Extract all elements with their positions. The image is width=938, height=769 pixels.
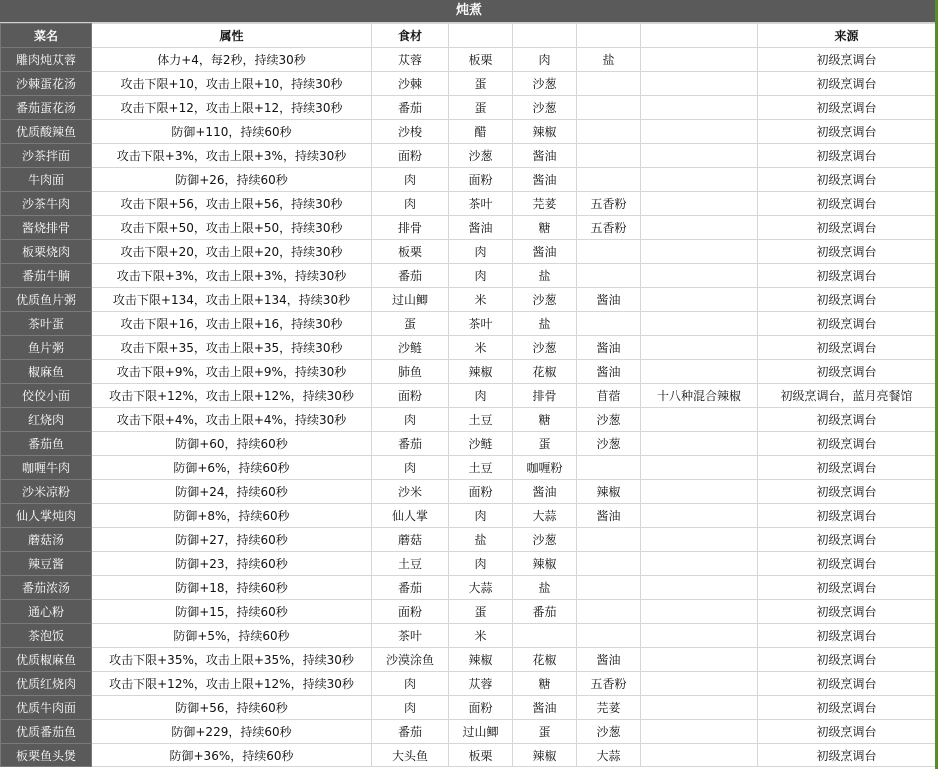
dish-name-cell: 仙人掌炖肉: [1, 504, 92, 528]
ingredient-5-cell: [641, 480, 758, 504]
ingredient-4-cell: 芫荽: [577, 696, 641, 720]
ingredient-1-cell: 大头鱼: [372, 744, 449, 767]
ingredient-5-cell: [641, 528, 758, 552]
dish-name-cell: 辣豆酱: [1, 552, 92, 576]
sheet-title: 炖煮: [0, 0, 938, 23]
ingredient-2-cell: 盐: [449, 528, 513, 552]
source-cell: 初级烹调台: [758, 168, 936, 192]
ingredient-5-cell: [641, 360, 758, 384]
attribute-cell: 防御+18，持续60秒: [92, 576, 372, 600]
dish-name-cell: 雕肉炖苁蓉: [1, 48, 92, 72]
ingredient-4-cell: [577, 312, 641, 336]
ingredient-1-cell: 肉: [372, 192, 449, 216]
source-cell: 初级烹调台: [758, 240, 936, 264]
ingredient-1-cell: 番茄: [372, 576, 449, 600]
ingredient-1-cell: 肉: [372, 168, 449, 192]
ingredient-3-cell: [513, 624, 577, 648]
table-row: [1, 384, 936, 408]
source-cell: 初级烹调台: [758, 600, 936, 624]
ingredient-3-cell: 沙葱: [513, 96, 577, 120]
ingredient-4-cell: [577, 120, 641, 144]
ingredient-1-cell: 肉: [372, 696, 449, 720]
table-row: [1, 312, 936, 336]
attribute-cell: 攻击下限+35，攻击上限+35，持续30秒: [92, 336, 372, 360]
attribute-cell: 防御+110，持续60秒: [92, 120, 372, 144]
ingredient-4-cell: 酱油: [577, 360, 641, 384]
ingredient-3-cell: 蛋: [513, 432, 577, 456]
attribute-cell: 攻击下限+10，攻击上限+10，持续30秒: [92, 72, 372, 96]
ingredient-5-cell: [641, 624, 758, 648]
table-row: [1, 720, 936, 744]
table-row: [1, 696, 936, 720]
ingredient-2-cell: 沙鲢: [449, 432, 513, 456]
attribute-cell: 防御+24，持续60秒: [92, 480, 372, 504]
attribute-cell: 攻击下限+56，攻击上限+56，持续30秒: [92, 192, 372, 216]
attribute-cell: 攻击下限+12%，攻击上限+12%，持续30秒: [92, 384, 372, 408]
source-cell: 初级烹调台: [758, 624, 936, 648]
table-row: [1, 168, 936, 192]
table-row: [1, 456, 936, 480]
ingredient-1-cell: 肉: [372, 672, 449, 696]
ingredient-3-cell: 沙葱: [513, 288, 577, 312]
dish-name-cell: 优质酸辣鱼: [1, 120, 92, 144]
table-row: [1, 624, 936, 648]
ingredient-2-cell: 肉: [449, 240, 513, 264]
ingredient-5-cell: [641, 72, 758, 96]
ingredient-2-cell: 米: [449, 624, 513, 648]
source-cell: 初级烹调台: [758, 648, 936, 672]
header-empty: [577, 24, 641, 48]
attribute-cell: 防御+23，持续60秒: [92, 552, 372, 576]
dish-name-cell: 通心粉: [1, 600, 92, 624]
table-row: [1, 96, 936, 120]
table-row: [1, 216, 936, 240]
ingredient-2-cell: 米: [449, 288, 513, 312]
source-cell: 初级烹调台: [758, 480, 936, 504]
ingredient-4-cell: [577, 240, 641, 264]
dish-name-cell: 板栗鱼头煲: [1, 744, 92, 767]
attribute-cell: 防御+26，持续60秒: [92, 168, 372, 192]
table-row: [1, 264, 936, 288]
source-cell: 初级烹调台: [758, 216, 936, 240]
recipe-table: [0, 23, 936, 767]
ingredient-3-cell: 酱油: [513, 144, 577, 168]
attribute-cell: 防御+27，持续60秒: [92, 528, 372, 552]
table-row: [1, 528, 936, 552]
ingredient-4-cell: 大蒜: [577, 744, 641, 767]
ingredient-3-cell: 大蒜: [513, 504, 577, 528]
header-dish-name: 菜名: [1, 24, 92, 48]
dish-name-cell: 咖喱牛肉: [1, 456, 92, 480]
ingredient-3-cell: 糖: [513, 408, 577, 432]
ingredient-3-cell: 酱油: [513, 696, 577, 720]
ingredient-2-cell: 蛋: [449, 600, 513, 624]
source-cell: 初级烹调台: [758, 696, 936, 720]
dish-name-cell: 红烧肉: [1, 408, 92, 432]
ingredient-3-cell: 肉: [513, 48, 577, 72]
ingredient-3-cell: 糖: [513, 216, 577, 240]
ingredient-3-cell: 蛋: [513, 720, 577, 744]
ingredient-4-cell: 酱油: [577, 288, 641, 312]
table-row: [1, 192, 936, 216]
ingredient-5-cell: [641, 600, 758, 624]
ingredient-1-cell: 茶叶: [372, 624, 449, 648]
ingredient-2-cell: 过山鲫: [449, 720, 513, 744]
ingredient-1-cell: 番茄: [372, 264, 449, 288]
dish-name-cell: 番茄蛋花汤: [1, 96, 92, 120]
ingredient-5-cell: [641, 552, 758, 576]
source-cell: 初级烹调台: [758, 576, 936, 600]
table-row: [1, 408, 936, 432]
table-row: [1, 576, 936, 600]
ingredient-1-cell: 苁蓉: [372, 48, 449, 72]
attribute-cell: 攻击下限+12，攻击上限+12，持续30秒: [92, 96, 372, 120]
ingredient-4-cell: [577, 72, 641, 96]
ingredient-2-cell: 面粉: [449, 168, 513, 192]
table-row: [1, 744, 936, 767]
dish-name-cell: 优质椒麻鱼: [1, 648, 92, 672]
dish-name-cell: 优质牛肉面: [1, 696, 92, 720]
table-body: [1, 48, 936, 767]
ingredient-2-cell: 板栗: [449, 744, 513, 767]
ingredient-2-cell: 肉: [449, 264, 513, 288]
ingredient-5-cell: [641, 720, 758, 744]
ingredient-2-cell: 板栗: [449, 48, 513, 72]
ingredient-5-cell: [641, 264, 758, 288]
ingredient-2-cell: 蛋: [449, 96, 513, 120]
ingredient-5-cell: [641, 456, 758, 480]
ingredient-2-cell: 苁蓉: [449, 672, 513, 696]
dish-name-cell: 板栗烧肉: [1, 240, 92, 264]
table-row: [1, 672, 936, 696]
source-cell: 初级烹调台: [758, 408, 936, 432]
table-row: [1, 72, 936, 96]
dish-name-cell: 酱烧排骨: [1, 216, 92, 240]
table-row: [1, 144, 936, 168]
ingredient-3-cell: 辣椒: [513, 744, 577, 767]
ingredient-4-cell: 酱油: [577, 336, 641, 360]
ingredient-5-cell: [641, 48, 758, 72]
ingredient-4-cell: 酱油: [577, 504, 641, 528]
source-cell: 初级烹调台: [758, 120, 936, 144]
ingredient-4-cell: 辣椒: [577, 480, 641, 504]
ingredient-1-cell: 面粉: [372, 144, 449, 168]
ingredient-4-cell: 盐: [577, 48, 641, 72]
ingredient-5-cell: [641, 432, 758, 456]
ingredient-2-cell: 面粉: [449, 696, 513, 720]
attribute-cell: 攻击下限+3%，攻击上限+3%，持续30秒: [92, 144, 372, 168]
attribute-cell: 攻击下限+4%，攻击上限+4%，持续30秒: [92, 408, 372, 432]
ingredient-1-cell: 面粉: [372, 600, 449, 624]
source-cell: 初级烹调台，蓝月亮餐馆: [758, 384, 936, 408]
ingredient-3-cell: 酱油: [513, 240, 577, 264]
dish-name-cell: 佼佼小面: [1, 384, 92, 408]
ingredient-2-cell: 茶叶: [449, 312, 513, 336]
attribute-cell: 体力+4，每2秒，持续30秒: [92, 48, 372, 72]
table-row: [1, 552, 936, 576]
ingredient-1-cell: 沙梭: [372, 120, 449, 144]
ingredient-3-cell: 番茄: [513, 600, 577, 624]
source-cell: 初级烹调台: [758, 48, 936, 72]
ingredient-3-cell: 芫荽: [513, 192, 577, 216]
attribute-cell: 攻击下限+3%，攻击上限+3%，持续30秒: [92, 264, 372, 288]
attribute-cell: 防御+6%，持续60秒: [92, 456, 372, 480]
ingredient-5-cell: 十八种混合辣椒: [641, 384, 758, 408]
ingredient-5-cell: [641, 336, 758, 360]
ingredient-2-cell: 茶叶: [449, 192, 513, 216]
table-row: [1, 336, 936, 360]
ingredient-2-cell: 土豆: [449, 408, 513, 432]
ingredient-3-cell: 花椒: [513, 360, 577, 384]
ingredient-4-cell: [577, 624, 641, 648]
ingredient-1-cell: 沙鲢: [372, 336, 449, 360]
source-cell: 初级烹调台: [758, 192, 936, 216]
attribute-cell: 攻击下限+9%，攻击上限+9%，持续30秒: [92, 360, 372, 384]
dish-name-cell: 蘑菇汤: [1, 528, 92, 552]
header-source: 来源: [758, 24, 936, 48]
ingredient-3-cell: 糖: [513, 672, 577, 696]
attribute-cell: 防御+229，持续60秒: [92, 720, 372, 744]
source-cell: 初级烹调台: [758, 720, 936, 744]
ingredient-4-cell: [577, 552, 641, 576]
ingredient-5-cell: [641, 672, 758, 696]
ingredient-4-cell: [577, 576, 641, 600]
ingredient-5-cell: [641, 168, 758, 192]
ingredient-1-cell: 肉: [372, 456, 449, 480]
ingredient-3-cell: 盐: [513, 312, 577, 336]
ingredient-5-cell: [641, 288, 758, 312]
attribute-cell: 防御+36%，持续60秒: [92, 744, 372, 767]
ingredient-4-cell: 沙葱: [577, 720, 641, 744]
attribute-cell: 防御+8%，持续60秒: [92, 504, 372, 528]
table-row: [1, 240, 936, 264]
ingredient-1-cell: 面粉: [372, 384, 449, 408]
ingredient-1-cell: 沙漠涂鱼: [372, 648, 449, 672]
ingredient-2-cell: 沙葱: [449, 144, 513, 168]
ingredient-2-cell: 辣椒: [449, 648, 513, 672]
table-row: [1, 288, 936, 312]
ingredient-5-cell: [641, 504, 758, 528]
ingredient-2-cell: 肉: [449, 552, 513, 576]
source-cell: 初级烹调台: [758, 528, 936, 552]
dish-name-cell: 茶叶蛋: [1, 312, 92, 336]
ingredient-2-cell: 酱油: [449, 216, 513, 240]
table-row: [1, 48, 936, 72]
dish-name-cell: 优质番茄鱼: [1, 720, 92, 744]
source-cell: 初级烹调台: [758, 72, 936, 96]
ingredient-2-cell: 土豆: [449, 456, 513, 480]
ingredient-5-cell: [641, 576, 758, 600]
ingredient-5-cell: [641, 744, 758, 767]
table-row: [1, 432, 936, 456]
ingredient-2-cell: 醋: [449, 120, 513, 144]
source-cell: 初级烹调台: [758, 504, 936, 528]
ingredient-1-cell: 番茄: [372, 720, 449, 744]
ingredient-5-cell: [641, 408, 758, 432]
source-cell: 初级烹调台: [758, 96, 936, 120]
ingredient-1-cell: 板栗: [372, 240, 449, 264]
ingredient-4-cell: [577, 600, 641, 624]
ingredient-1-cell: 土豆: [372, 552, 449, 576]
ingredient-1-cell: 番茄: [372, 432, 449, 456]
header-empty: [449, 24, 513, 48]
ingredient-2-cell: 辣椒: [449, 360, 513, 384]
ingredient-3-cell: 沙葱: [513, 336, 577, 360]
ingredient-3-cell: 酱油: [513, 168, 577, 192]
ingredient-3-cell: 盐: [513, 576, 577, 600]
attribute-cell: 防御+56，持续60秒: [92, 696, 372, 720]
source-cell: 初级烹调台: [758, 456, 936, 480]
header-empty: [641, 24, 758, 48]
attribute-cell: 攻击下限+12%，攻击上限+12%，持续30秒: [92, 672, 372, 696]
dish-name-cell: 沙茶牛肉: [1, 192, 92, 216]
dish-name-cell: 沙棘蛋花汤: [1, 72, 92, 96]
ingredient-1-cell: 过山鲫: [372, 288, 449, 312]
source-cell: 初级烹调台: [758, 288, 936, 312]
ingredient-2-cell: 肉: [449, 504, 513, 528]
table-row: [1, 360, 936, 384]
ingredient-1-cell: 肉: [372, 408, 449, 432]
ingredient-5-cell: [641, 240, 758, 264]
source-cell: 初级烹调台: [758, 336, 936, 360]
source-cell: 初级烹调台: [758, 264, 936, 288]
ingredient-4-cell: [577, 96, 641, 120]
ingredient-4-cell: 五香粉: [577, 216, 641, 240]
ingredient-5-cell: [641, 216, 758, 240]
attribute-cell: 防御+60，持续60秒: [92, 432, 372, 456]
ingredient-4-cell: 苜蓿: [577, 384, 641, 408]
header-empty: [513, 24, 577, 48]
dish-name-cell: 番茄浓汤: [1, 576, 92, 600]
header-ingredient: 食材: [372, 24, 449, 48]
ingredient-4-cell: [577, 168, 641, 192]
dish-name-cell: 番茄牛腩: [1, 264, 92, 288]
ingredient-5-cell: [641, 120, 758, 144]
ingredient-1-cell: 肺鱼: [372, 360, 449, 384]
dish-name-cell: 优质鱼片粥: [1, 288, 92, 312]
dish-name-cell: 优质红烧肉: [1, 672, 92, 696]
dish-name-cell: 鱼片粥: [1, 336, 92, 360]
source-cell: 初级烹调台: [758, 744, 936, 767]
ingredient-4-cell: 沙葱: [577, 432, 641, 456]
ingredient-3-cell: 辣椒: [513, 552, 577, 576]
ingredient-5-cell: [641, 144, 758, 168]
ingredient-4-cell: 酱油: [577, 648, 641, 672]
ingredient-1-cell: 蛋: [372, 312, 449, 336]
source-cell: 初级烹调台: [758, 432, 936, 456]
ingredient-4-cell: [577, 144, 641, 168]
dish-name-cell: 牛肉面: [1, 168, 92, 192]
source-cell: 初级烹调台: [758, 312, 936, 336]
attribute-cell: 防御+15，持续60秒: [92, 600, 372, 624]
ingredient-5-cell: [641, 696, 758, 720]
dish-name-cell: 沙茶拌面: [1, 144, 92, 168]
ingredient-5-cell: [641, 192, 758, 216]
attribute-cell: 攻击下限+35%，攻击上限+35%，持续30秒: [92, 648, 372, 672]
ingredient-5-cell: [641, 96, 758, 120]
ingredient-3-cell: 酱油: [513, 480, 577, 504]
ingredient-3-cell: 花椒: [513, 648, 577, 672]
ingredient-1-cell: 沙棘: [372, 72, 449, 96]
ingredient-3-cell: 沙葱: [513, 528, 577, 552]
dish-name-cell: 茶泡饭: [1, 624, 92, 648]
source-cell: 初级烹调台: [758, 360, 936, 384]
ingredient-4-cell: 五香粉: [577, 672, 641, 696]
ingredient-3-cell: 辣椒: [513, 120, 577, 144]
ingredient-2-cell: 肉: [449, 384, 513, 408]
ingredient-3-cell: 盐: [513, 264, 577, 288]
ingredient-3-cell: 咖喱粉: [513, 456, 577, 480]
attribute-cell: 攻击下限+20，攻击上限+20，持续30秒: [92, 240, 372, 264]
attribute-cell: 攻击下限+16，攻击上限+16，持续30秒: [92, 312, 372, 336]
dish-name-cell: 沙米凉粉: [1, 480, 92, 504]
table-row: [1, 648, 936, 672]
ingredient-2-cell: 蛋: [449, 72, 513, 96]
dish-name-cell: 椒麻鱼: [1, 360, 92, 384]
source-cell: 初级烹调台: [758, 672, 936, 696]
dish-name-cell: 番茄鱼: [1, 432, 92, 456]
ingredient-1-cell: 排骨: [372, 216, 449, 240]
table-row: [1, 120, 936, 144]
ingredient-5-cell: [641, 312, 758, 336]
ingredient-1-cell: 沙米: [372, 480, 449, 504]
attribute-cell: 攻击下限+50，攻击上限+50，持续30秒: [92, 216, 372, 240]
table-row: [1, 480, 936, 504]
ingredient-2-cell: 大蒜: [449, 576, 513, 600]
ingredient-4-cell: 沙葱: [577, 408, 641, 432]
source-cell: 初级烹调台: [758, 552, 936, 576]
attribute-cell: 攻击下限+134，攻击上限+134，持续30秒: [92, 288, 372, 312]
ingredient-4-cell: [577, 456, 641, 480]
ingredient-3-cell: 排骨: [513, 384, 577, 408]
attribute-cell: 防御+5%，持续60秒: [92, 624, 372, 648]
header-row: [1, 24, 936, 48]
ingredient-4-cell: 五香粉: [577, 192, 641, 216]
table-row: [1, 600, 936, 624]
ingredient-4-cell: [577, 528, 641, 552]
ingredient-5-cell: [641, 648, 758, 672]
source-cell: 初级烹调台: [758, 144, 936, 168]
ingredient-1-cell: 番茄: [372, 96, 449, 120]
ingredient-1-cell: 蘑菇: [372, 528, 449, 552]
ingredient-1-cell: 仙人掌: [372, 504, 449, 528]
header-attribute: 属性: [92, 24, 372, 48]
table-row: [1, 504, 936, 528]
ingredient-4-cell: [577, 264, 641, 288]
ingredient-3-cell: 沙葱: [513, 72, 577, 96]
ingredient-2-cell: 面粉: [449, 480, 513, 504]
ingredient-2-cell: 米: [449, 336, 513, 360]
